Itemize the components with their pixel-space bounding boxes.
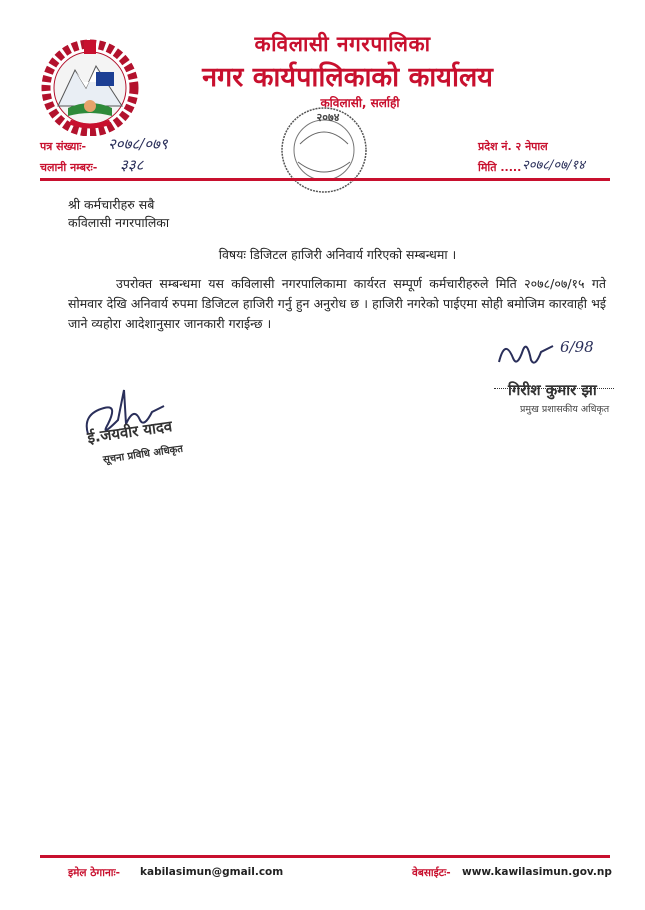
stamp-year: २०७४ bbox=[316, 111, 340, 124]
office-location: कविलासी, सर्लाही bbox=[320, 96, 400, 110]
website-label: वेबसाईटः- bbox=[412, 867, 451, 879]
dispatch-no-value: ३३८ bbox=[120, 156, 144, 174]
email-label: इमेल ठेगानाः- bbox=[68, 867, 120, 879]
footer-divider bbox=[40, 855, 610, 858]
office-name: नगर कार्यपालिकाको कार्यालय bbox=[202, 62, 493, 93]
letter-no-label: पत्र संख्याः- bbox=[40, 140, 87, 153]
date-label: मिति ..... bbox=[478, 161, 522, 174]
left-signatory-name: ई.जयवीर यादव bbox=[86, 417, 174, 447]
website-link[interactable]: www.kawilasimun.gov.np bbox=[462, 866, 612, 878]
province-text: प्रदेश नं. २ नेपाल bbox=[478, 140, 548, 153]
right-signature-number: 6/98 bbox=[560, 338, 594, 356]
right-signature-icon bbox=[495, 332, 565, 374]
email-link[interactable]: kabilasimun@gmail.com bbox=[140, 866, 284, 878]
right-signatory-name: गिरीश कुमार झा bbox=[508, 381, 597, 399]
municipality-name: कविलासी नगरपालिका bbox=[254, 32, 431, 56]
recipient-line2: कविलासी नगरपालिका bbox=[68, 215, 170, 230]
left-signatory-title: सूचना प्रविधि अधिकृत bbox=[102, 443, 184, 466]
subject-line: विषयः डिजिटल हाजिरी अनिवार्य गरिएको सम्बन्धमा । bbox=[218, 247, 457, 262]
body-paragraph: उपरोक्त सम्बन्धमा यस कविलासी नगरपालिकामा कार्यरत सम्पूर्ण कर्मचारीहरुले मिति २०७८/०७/१५ गते सोमवार देखि अनिवार्य रुपमा डिजिटल हाजिरी गर्नु हुन अनुरोध छ । हाजिरी नगरेको पाईएमा सोही बमोजिम कारवाही भई जाने व्यहोरा आदेशानुसार जानकारी गराईन्छ । bbox=[68, 276, 606, 331]
dispatch-no-label: चलानी नम्बरः- bbox=[40, 161, 98, 174]
date-value: २०७८/०७/१४ bbox=[522, 158, 585, 173]
recipient-line1: श्री कर्मचारीहरु सबै bbox=[68, 197, 155, 212]
header-divider bbox=[40, 178, 610, 181]
right-signatory-title: प्रमुख प्रशासकीय अधिकृत bbox=[520, 404, 610, 415]
letter-no-value: २०७८/०७९ bbox=[108, 135, 168, 153]
